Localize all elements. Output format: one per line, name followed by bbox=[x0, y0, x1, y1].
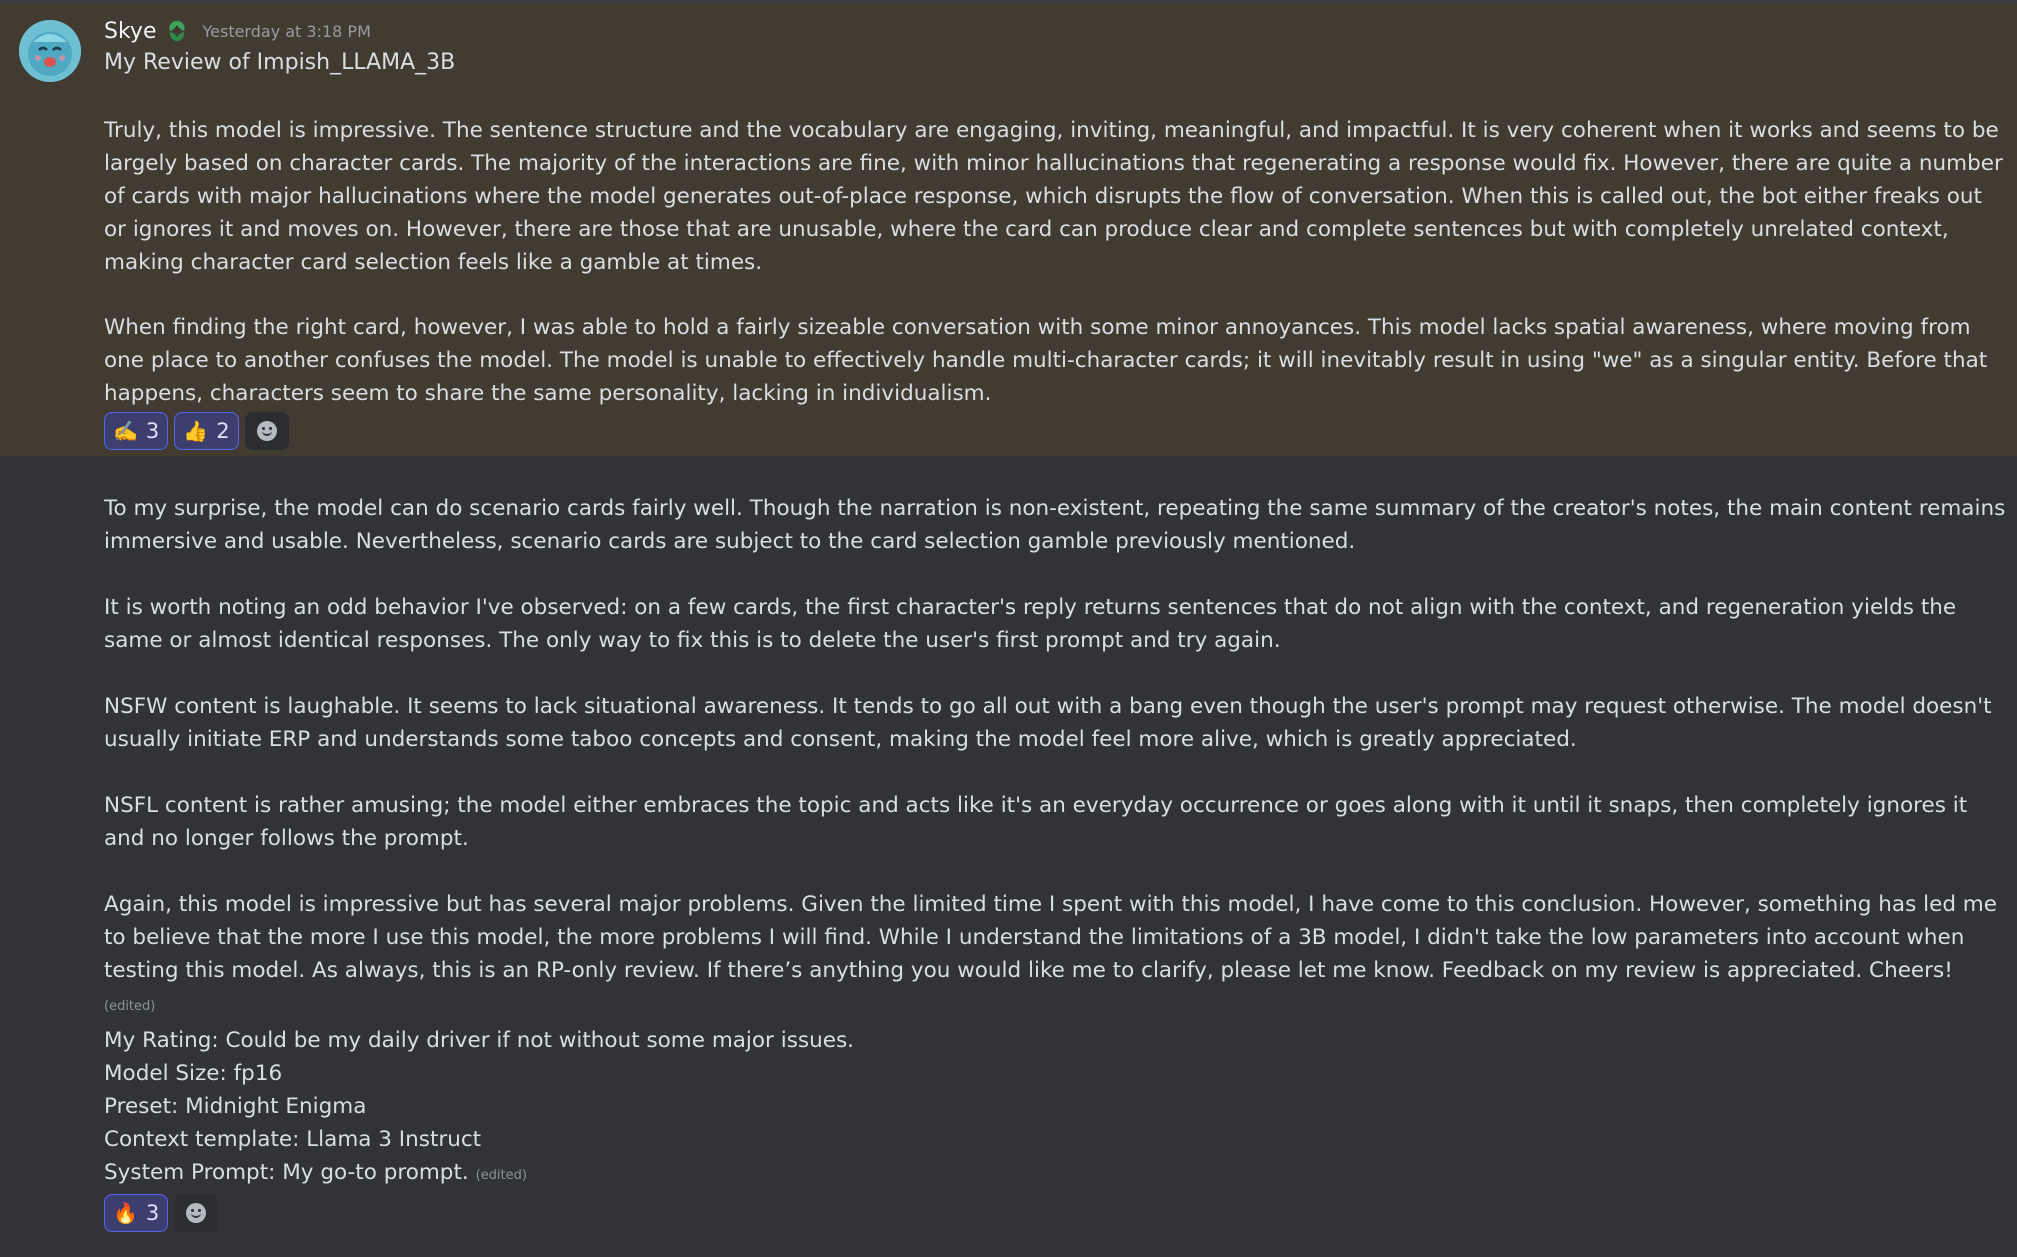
paragraph: NSFL content is rather amusing; the model either embraces the topic and acts like it's an everyday occurrence or goes along with it until it snaps, then completely ignores it and no longer follows the prompt. bbox=[104, 793, 1968, 851]
reaction-fire[interactable] bbox=[104, 1194, 168, 1232]
review-title: My Review of Impish_LLAMA_3B bbox=[104, 50, 456, 75]
add-reaction-button[interactable] bbox=[245, 412, 289, 450]
reaction-bar bbox=[104, 1194, 218, 1232]
paragraph: Truly, this model is impressive. The sentence structure and the vocabulary are engaging, inviting, meaningful, and impactful. It is very coherent when it works and seems to be largely based on character cards. The majority of the interactions are fine, with minor hallucinations that regenerating a response would fix. However, there are quite a number of cards with major hallucinations where the model generates out-of-place response, which disrupts the flow of conversation. When this is called out, the bot either freaks out or ignores it and moves on. However, there are those that are unusable, where the card can produce clear and complete sentences but with completely unrelated context, making character card selection feels like a gamble at times. bbox=[104, 118, 2003, 275]
paragraph: NSFW content is laughable. It seems to lack situational awareness. It tends to go all out with a bang even though the user's prompt may request otherwise. The model doesn't usually initiate ERP and understands some taboo concepts and consent, making the model feel more alive, which is greatly appreciated. bbox=[104, 694, 1992, 752]
username[interactable]: Skye bbox=[104, 18, 157, 44]
reaction-count: 3 bbox=[145, 419, 160, 443]
paragraph-final bbox=[104, 888, 2009, 1023]
message-continuation[interactable] bbox=[0, 456, 2017, 1257]
model-size-line: Model Size: fp16 bbox=[104, 1061, 283, 1086]
paragraph-text: Again, this model is impressive but has several major problems. Given the limited time I spent with this model, I have come to this conclusion. However, something has led me to believe that the more I use this model, the more problems I will find. While I understand the limitations of a 3B model, I didn't take the low parameters into account when testing this model. As always, this is an RP-only review. If there’s anything you would like me to clarify, please let me know. Feedback on my review is appreciated. Cheers! bbox=[104, 892, 1997, 983]
reaction-count: 2 bbox=[216, 419, 230, 443]
message-header bbox=[104, 18, 371, 44]
writing-hand-icon: ✍️ bbox=[113, 419, 138, 443]
system-prompt-text: System Prompt: My go-to prompt. bbox=[104, 1160, 469, 1185]
add-reaction-button[interactable] bbox=[174, 1194, 218, 1232]
reaction-writing-hand[interactable] bbox=[104, 412, 168, 450]
paragraph: It is worth noting an odd behavior I've observed: on a few cards, the first character's reply returns sentences that do not align with the context, and regeneration yields the same or almost identical responses. The only way to fix this is to delete the user's first prompt and try again. bbox=[104, 595, 1957, 653]
preset-line: Preset: Midnight Enigma bbox=[104, 1094, 367, 1119]
edited-label: (edited) bbox=[104, 999, 156, 1014]
thumbs-up-icon: 👍 bbox=[183, 419, 209, 443]
paragraph: When finding the right card, however, I was able to hold a fairly sizeable conversation with some minor annoyances. This model lacks spatial awareness, where moving from one place to another confuses the model. The model is unable to effectively handle multi-character cards; it will inevitably result in using "we" as a singular entity. Before that happens, characters seem to share the same personality, lacking in individualism. bbox=[104, 315, 1988, 406]
reaction-thumbs-up[interactable] bbox=[174, 412, 238, 450]
rating-line: My Rating: Could be my daily driver if not without some major issues. bbox=[104, 1028, 855, 1053]
fire-icon: 🔥 bbox=[113, 1201, 138, 1225]
add-reaction-icon bbox=[186, 1203, 206, 1223]
reaction-count: 3 bbox=[145, 1201, 160, 1225]
avatar[interactable] bbox=[19, 20, 81, 82]
add-reaction-icon bbox=[257, 421, 277, 441]
message-highlighted[interactable] bbox=[0, 4, 2017, 456]
edited-label: (edited) bbox=[475, 1168, 527, 1183]
paragraph: To my surprise, the model can do scenario cards fairly well. Though the narration is non-existent, repeating the same summary of the creator's notes, the main content remains immersive and usable. Nevertheless, scenario cards are subject to the card selection gamble previously mentioned. bbox=[104, 496, 2006, 554]
timestamp[interactable]: Yesterday at 3:18 PM bbox=[202, 21, 371, 41]
leaf-badge-icon bbox=[164, 18, 190, 44]
reaction-bar bbox=[104, 412, 289, 450]
context-template-line: Context template: Llama 3 Instruct bbox=[104, 1127, 482, 1152]
system-prompt-line bbox=[104, 1156, 527, 1192]
